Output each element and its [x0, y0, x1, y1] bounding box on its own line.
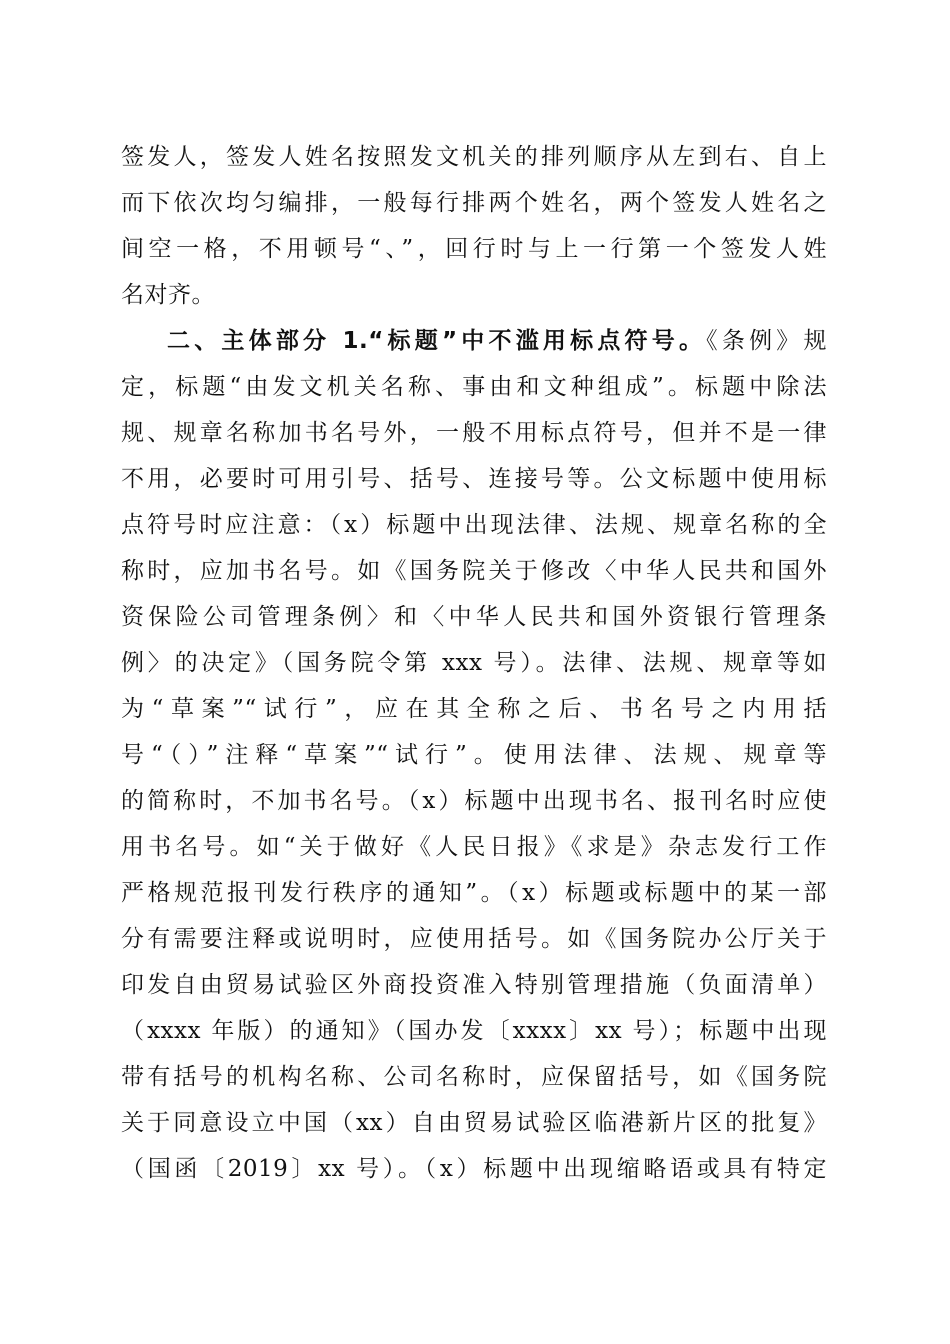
text-line: 的简称时，不加书名号。（x）标题中出现书名、报刊名时应使 [121, 788, 827, 814]
text-line: （xxxx 年版）的通知》（国办发〔xxxx〕xx 号）；标题中出现 [121, 1018, 827, 1044]
text-line: 点符号时应注意：（x）标题中出现法律、法规、规章名称的全 [121, 512, 827, 538]
text-line: 定，标题“由发文机关名称、事由和文种组成”。标题中除法 [121, 374, 827, 400]
text-line: 规、规章名称加书名号外，一般不用标点符号，但并不是一律 [121, 420, 827, 446]
text-line: 分有需要注释或说明时，应使用括号。如《国务院办公厅关于 [121, 926, 827, 952]
text-line: （国函〔2019〕xx 号）。（x）标题中出现缩略语或具有特定 [121, 1156, 827, 1182]
paragraph-main-body [121, 318, 827, 1192]
paragraph-signers [121, 134, 827, 318]
text-line: 而下依次均匀编排，一般每行排两个姓名，两个签发人姓名之 [121, 190, 827, 216]
text-line: 用书名号。如“关于做好《人民日报》《求是》杂志发行工作 [121, 834, 827, 860]
text-line: 不用，必要时可用引号、括号、连接号等。公文标题中使用标 [121, 466, 827, 492]
text-line: 严格规范报刊发行秩序的通知”。（x）标题或标题中的某一部 [121, 880, 827, 906]
text-line: 印发自由贸易试验区外商投资准入特别管理措施（负面清单） [121, 972, 827, 998]
text-line: 资保险公司管理条例〉和〈中华人民共和国外资银行管理条 [121, 604, 827, 630]
text-line: 关于同意设立中国（xx）自由贸易试验区临港新片区的批复》 [121, 1110, 827, 1136]
text-line: 间空一格，不用顿号“、”，回行时与上一行第一个签发人姓 [121, 236, 827, 262]
text-line: 名对齐。 [121, 282, 215, 308]
text-line-heading [121, 318, 827, 364]
text-line: 带有括号的机构名称、公司名称时，应保留括号，如《国务院 [121, 1064, 827, 1090]
text-line: 为“草案”“试行”，应在其全称之后、书名号之内用括 [121, 696, 827, 722]
text-line: 签发人，签发人姓名按照发文机关的排列顺序从左到右、自上 [121, 144, 827, 170]
text-line: 称时，应加书名号。如《国务院关于修改〈中华人民共和国外 [121, 558, 827, 584]
text-line: 号“（）”注释“草案”“试行”。使用法律、法规、规章等 [121, 742, 827, 768]
section-heading: 二、主体部分 1.“标题”中不滥用标点符号。 [167, 328, 707, 354]
text-run: 《条例》规 [706, 328, 827, 354]
text-line: 例〉的决定》（国务院令第 xxx 号）。法律、法规、规章等如 [121, 650, 827, 676]
